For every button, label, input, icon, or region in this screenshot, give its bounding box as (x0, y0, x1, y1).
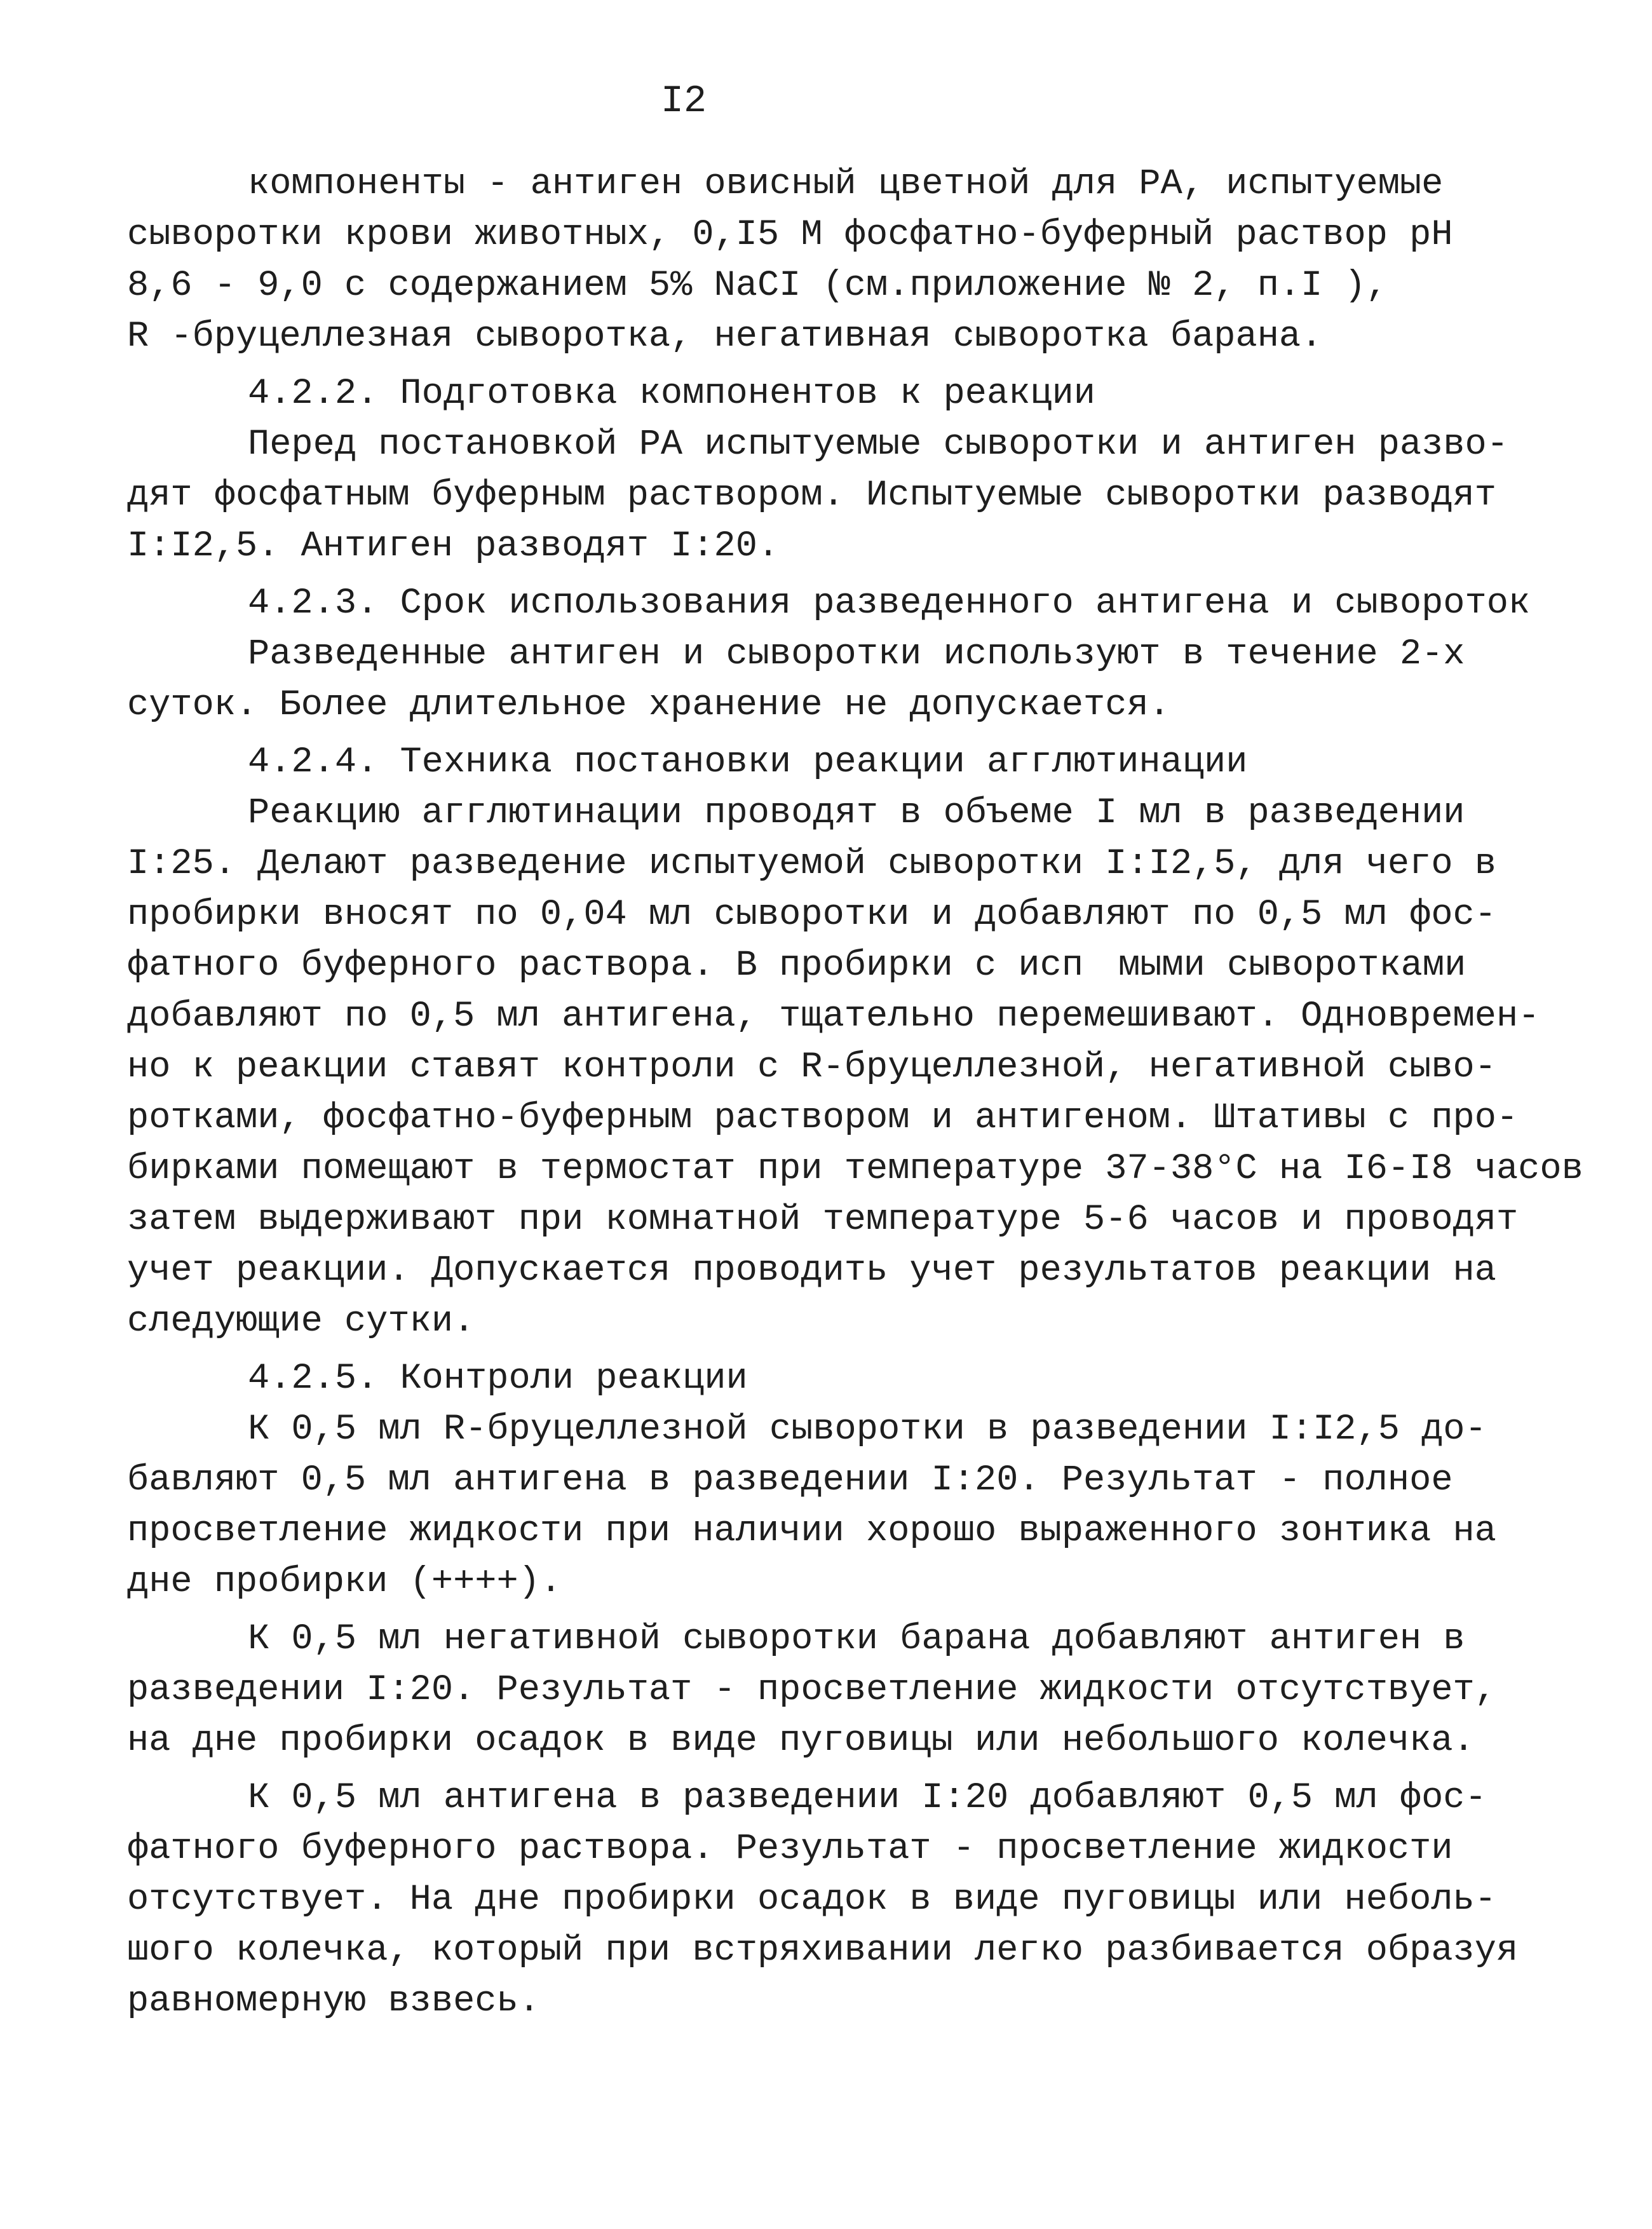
text-line-31: на дне пробирки осадок в виде пуговицы или небольшого колечка. (127, 1721, 1475, 1761)
text-line-17: добавляют по 0,5 мл антигена, тщательно перемешивают. Одновремен- (127, 996, 1540, 1037)
page-number: I2 (661, 80, 707, 123)
text-line-26: бавляют 0,5 мл антигена в разведении I:20. Результат - полное (127, 1460, 1453, 1501)
section-heading-4-2-2: 4.2.2. Подготовка компонентов к реакции (248, 374, 1096, 414)
text-line-13: Реакцию агглютинации проводят в объеме I мл в разведении (248, 793, 1465, 834)
text-line-2: сыворотки крови животных, 0,I5 М фосфатно-буферный раствор рН (127, 215, 1453, 255)
text-line-4: R -бруцеллезная сыворотка, негативная сыворотка барана. (127, 316, 1323, 357)
text-line-11: суток. Более длительное хранение не допускается. (127, 685, 1170, 726)
section-heading-4-2-4: 4.2.4. Техника постановки реакции агглютинации (248, 742, 1248, 783)
text-line-29: К 0,5 мл негативной сыворотки барана добавляют антиген в (248, 1619, 1465, 1660)
text-line-23: следующие сутки. (127, 1301, 475, 1342)
text-line-36: равномерную взвесь. (127, 1981, 540, 2022)
section-heading-4-2-3: 4.2.3. Срок использования разведенного антигена и сывороток (248, 583, 1531, 624)
text-line-20: бирками помещают в термостат при температуре 37-38°С на I6-I8 часов (127, 1149, 1583, 1189)
text-line-18: но к реакции ставят контроли с R-бруцеллезной, негативной сыво- (127, 1047, 1496, 1088)
text-line-30: разведении I:20. Результат - просветление жидкости отсутствует, (127, 1670, 1496, 1711)
text-line-1: компоненты - антиген овисный цветной для РА, испытуемые (248, 164, 1444, 205)
text-line-22: учет реакции. Допускается проводить учет результатов реакции на (127, 1250, 1496, 1291)
text-line-10: Разведенные антиген и сыворотки используют в течение 2-х (248, 634, 1465, 675)
text-line-19: ротками, фосфатно-буферным раствором и антигеном. Штативы с про- (127, 1098, 1519, 1139)
text-line-34: отсутствует. На дне пробирки осадок в виде пуговицы или неболь- (127, 1880, 1496, 1920)
section-heading-4-2-5: 4.2.5. Контроли реакции (248, 1358, 748, 1399)
text-line-32: К 0,5 мл антигена в разведении I:20 добавляют 0,5 мл фос- (248, 1778, 1487, 1819)
text-line-25: К 0,5 мл R-бруцеллезной сыворотки в разведении I:I2,5 до- (248, 1409, 1487, 1450)
text-line-28: дне пробирки (++++). (127, 1562, 562, 1602)
text-line-35: шого колечка, который при встряхивании легко разбивается образуя (127, 1930, 1519, 1971)
text-line-8: I:I2,5. Антиген разводят I:20. (127, 526, 780, 567)
text-line-14: I:25. Делают разведение испытуемой сыворотки I:I2,5, для чего в (127, 844, 1496, 884)
text-line-33: фатного буферного раствора. Результат - просветление жидкости (127, 1829, 1453, 1869)
text-line-7: дят фосфатным буферным раствором. Испытуемые сыворотки разводят (127, 475, 1496, 516)
text-line-3: 8,6 - 9,0 с содержанием 5% NaCI (см.приложение № 2, п.I ), (127, 266, 1388, 306)
text-line-27: просветление жидкости при наличии хорошо выраженного зонтика на (127, 1511, 1496, 1552)
text-line-16-left: фатного буферного раствора. В пробирки с исп (127, 945, 1084, 986)
text-line-16-right: мыми сыворотками (1118, 945, 1466, 986)
text-line-15: пробирки вносят по 0,04 мл сыворотки и добавляют по 0,5 мл фос- (127, 895, 1496, 935)
text-line-21: затем выдерживают при комнатной температуре 5-6 часов и проводят (127, 1200, 1519, 1240)
text-line-6: Перед постановкой РА испытуемые сыворотки и антиген разво- (248, 424, 1508, 465)
